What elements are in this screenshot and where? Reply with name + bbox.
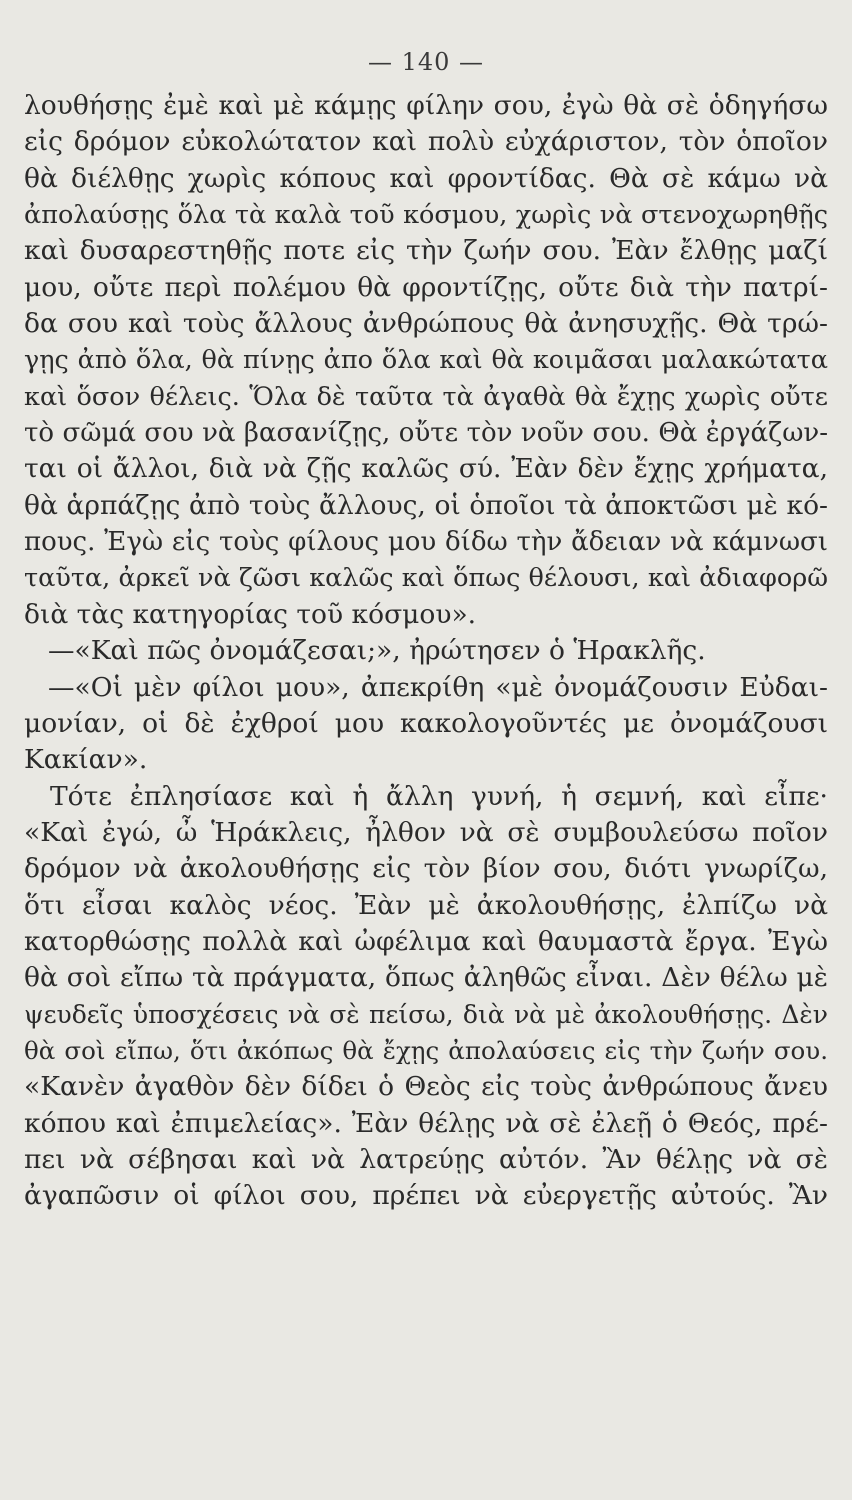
text-line: κόπου καὶ ἐπιμελείας». Ἐὰν θέλῃς νὰ σὲ ἐλεῇ ὁ Θεός, πρέ- bbox=[24, 1107, 828, 1139]
text-line: «Κανὲν ἀγαθὸν δὲν δίδει ὁ Θεὸς εἰς τοὺς ἀνθρώπους ἄνευ bbox=[24, 1071, 828, 1103]
text-line: ἀπολαύσῃς ὅλα τὰ καλὰ τοῦ κόσμου, χωρὶς νὰ στενοχωρηθῇς bbox=[24, 200, 828, 231]
text-line: Τότε ἐπλησίασε καὶ ἡ ἄλλη γυνή, ἡ σεμνή, καὶ εἶπε· bbox=[50, 780, 828, 812]
text-line: πους. Ἐγὼ εἰς τοὺς φίλους μου δίδω τὴν ἄδειαν νὰ κάμνωσι bbox=[24, 527, 828, 558]
page-body-text bbox=[24, 88, 828, 1215]
text-line: ὅτι εἶσαι καλὸς νέος. Ἐὰν μὲ ἀκολουθήσῃς, ἐλπίζω νὰ bbox=[24, 889, 828, 921]
text-line: θὰ διέλθῃς χωρὶς κόπους καὶ φροντίδας. Θὰ σὲ κάμω νὰ bbox=[24, 162, 828, 194]
page-number: — 140 — bbox=[367, 48, 485, 76]
text-line: Κακίαν». bbox=[24, 744, 148, 776]
text-line: καὶ δυσαρεστηθῇς ποτε εἰς τὴν ζωήν σου. Ἐὰν ἔλθῃς μαζί bbox=[24, 235, 828, 267]
text-line: ταῦτα, ἀρκεῖ νὰ ζῶσι καλῶς καὶ ὅπως θέλουσι, καὶ ἀδιαφορῶ bbox=[24, 563, 828, 594]
text-line: καὶ ὅσον θέλεις. Ὅλα δὲ ταῦτα τὰ ἀγαθὰ θὰ ἔχῃς χωρὶς οὔτε bbox=[24, 381, 828, 412]
text-line: λουθήσῃς ἐμὲ καὶ μὲ κάμῃς φίλην σου, ἐγὼ θὰ σὲ ὁδηγήσω bbox=[24, 90, 828, 121]
text-line: —«Οἱ μὲν φίλοι μου», ἀπεκρίθη «μὲ ὀνομάζουσιν Εὐδαι- bbox=[48, 671, 828, 703]
text-line: εἰς δρόμον εὐκολώτατον καὶ πολὺ εὐχάριστον, τὸν ὁποῖον bbox=[24, 126, 828, 158]
text-line: δρόμον νὰ ἀκολουθήσῃς εἰς τὸν βίον σου, διότι γνωρίζω, bbox=[24, 853, 828, 885]
text-line: μονίαν, οἱ δὲ ἐχθροί μου κακολογοῦντές με ὀνομάζουσι bbox=[24, 707, 828, 739]
text-line: μου, οὔτε περὶ πολέμου θὰ φροντίζῃς, οὔτε διὰ τὴν πατρί- bbox=[24, 271, 828, 303]
text-line: πει νὰ σέβησαι καὶ νὰ λατρεύῃς αὐτόν. Ἂν θέλῃς νὰ σὲ bbox=[24, 1143, 828, 1175]
text-line: θὰ σοὶ εἴπω, ὅτι ἀκόπως θὰ ἔχῃς ἀπολαύσεις εἰς τὴν ζωήν σου. bbox=[24, 1035, 828, 1065]
text-line: —«Καὶ πῶς ὀνομάζεσαι;», ἠρώτησεν ὁ Ἡρακλῆς. bbox=[48, 635, 706, 667]
text-line: γῃς ἀπὸ ὅλα, θὰ πίνῃς ἀπο ὅλα καὶ θὰ κοιμᾶσαι μαλακώτατα bbox=[24, 345, 828, 376]
text-line: θὰ σοὶ εἴπω τὰ πράγματα, ὅπως ἀληθῶς εἶναι. Δὲν θέλω μὲ bbox=[24, 962, 828, 994]
text-line: «Καὶ ἐγώ, ὦ Ἡράκλεις, ἦλθον νὰ σὲ συμβουλεύσω ποῖον bbox=[24, 816, 828, 848]
text-line: ται οἱ ἄλλοι, διὰ νὰ ζῇς καλῶς σύ. Ἐὰν δὲν ἔχῃς χρήματα, bbox=[24, 453, 828, 485]
text-line: κατορθώσῃς πολλὰ καὶ ὠφέλιμα καὶ θαυμαστὰ ἔργα. Ἐγὼ bbox=[24, 925, 828, 957]
text-line: διὰ τὰς κατηγορίας τοῦ κόσμου». bbox=[24, 598, 477, 630]
text-line: δα σου καὶ τοὺς ἄλλους ἀνθρώπους θὰ ἀνησυχῇς. Θὰ τρώ- bbox=[24, 308, 828, 340]
text-line: τὸ σῶμά σου νὰ βασανίζῃς, οὔτε τὸν νοῦν σου. Θὰ ἐργάζων- bbox=[24, 418, 828, 449]
text-line: ἀγαπῶσιν οἱ φίλοι σου, πρέπει νὰ εὐεργετῇς αὐτούς. Ἂν bbox=[24, 1180, 828, 1212]
text-line: θὰ ἁρπάζῃς ἀπὸ τοὺς ἄλλους, οἱ ὁποῖοι τὰ ἀποκτῶσι μὲ κό- bbox=[24, 489, 828, 521]
text-line: ψευδεῖς ὑποσχέσεις νὰ σὲ πείσω, διὰ νὰ μὲ ἀκολουθήσῃς. Δὲν bbox=[24, 999, 828, 1029]
